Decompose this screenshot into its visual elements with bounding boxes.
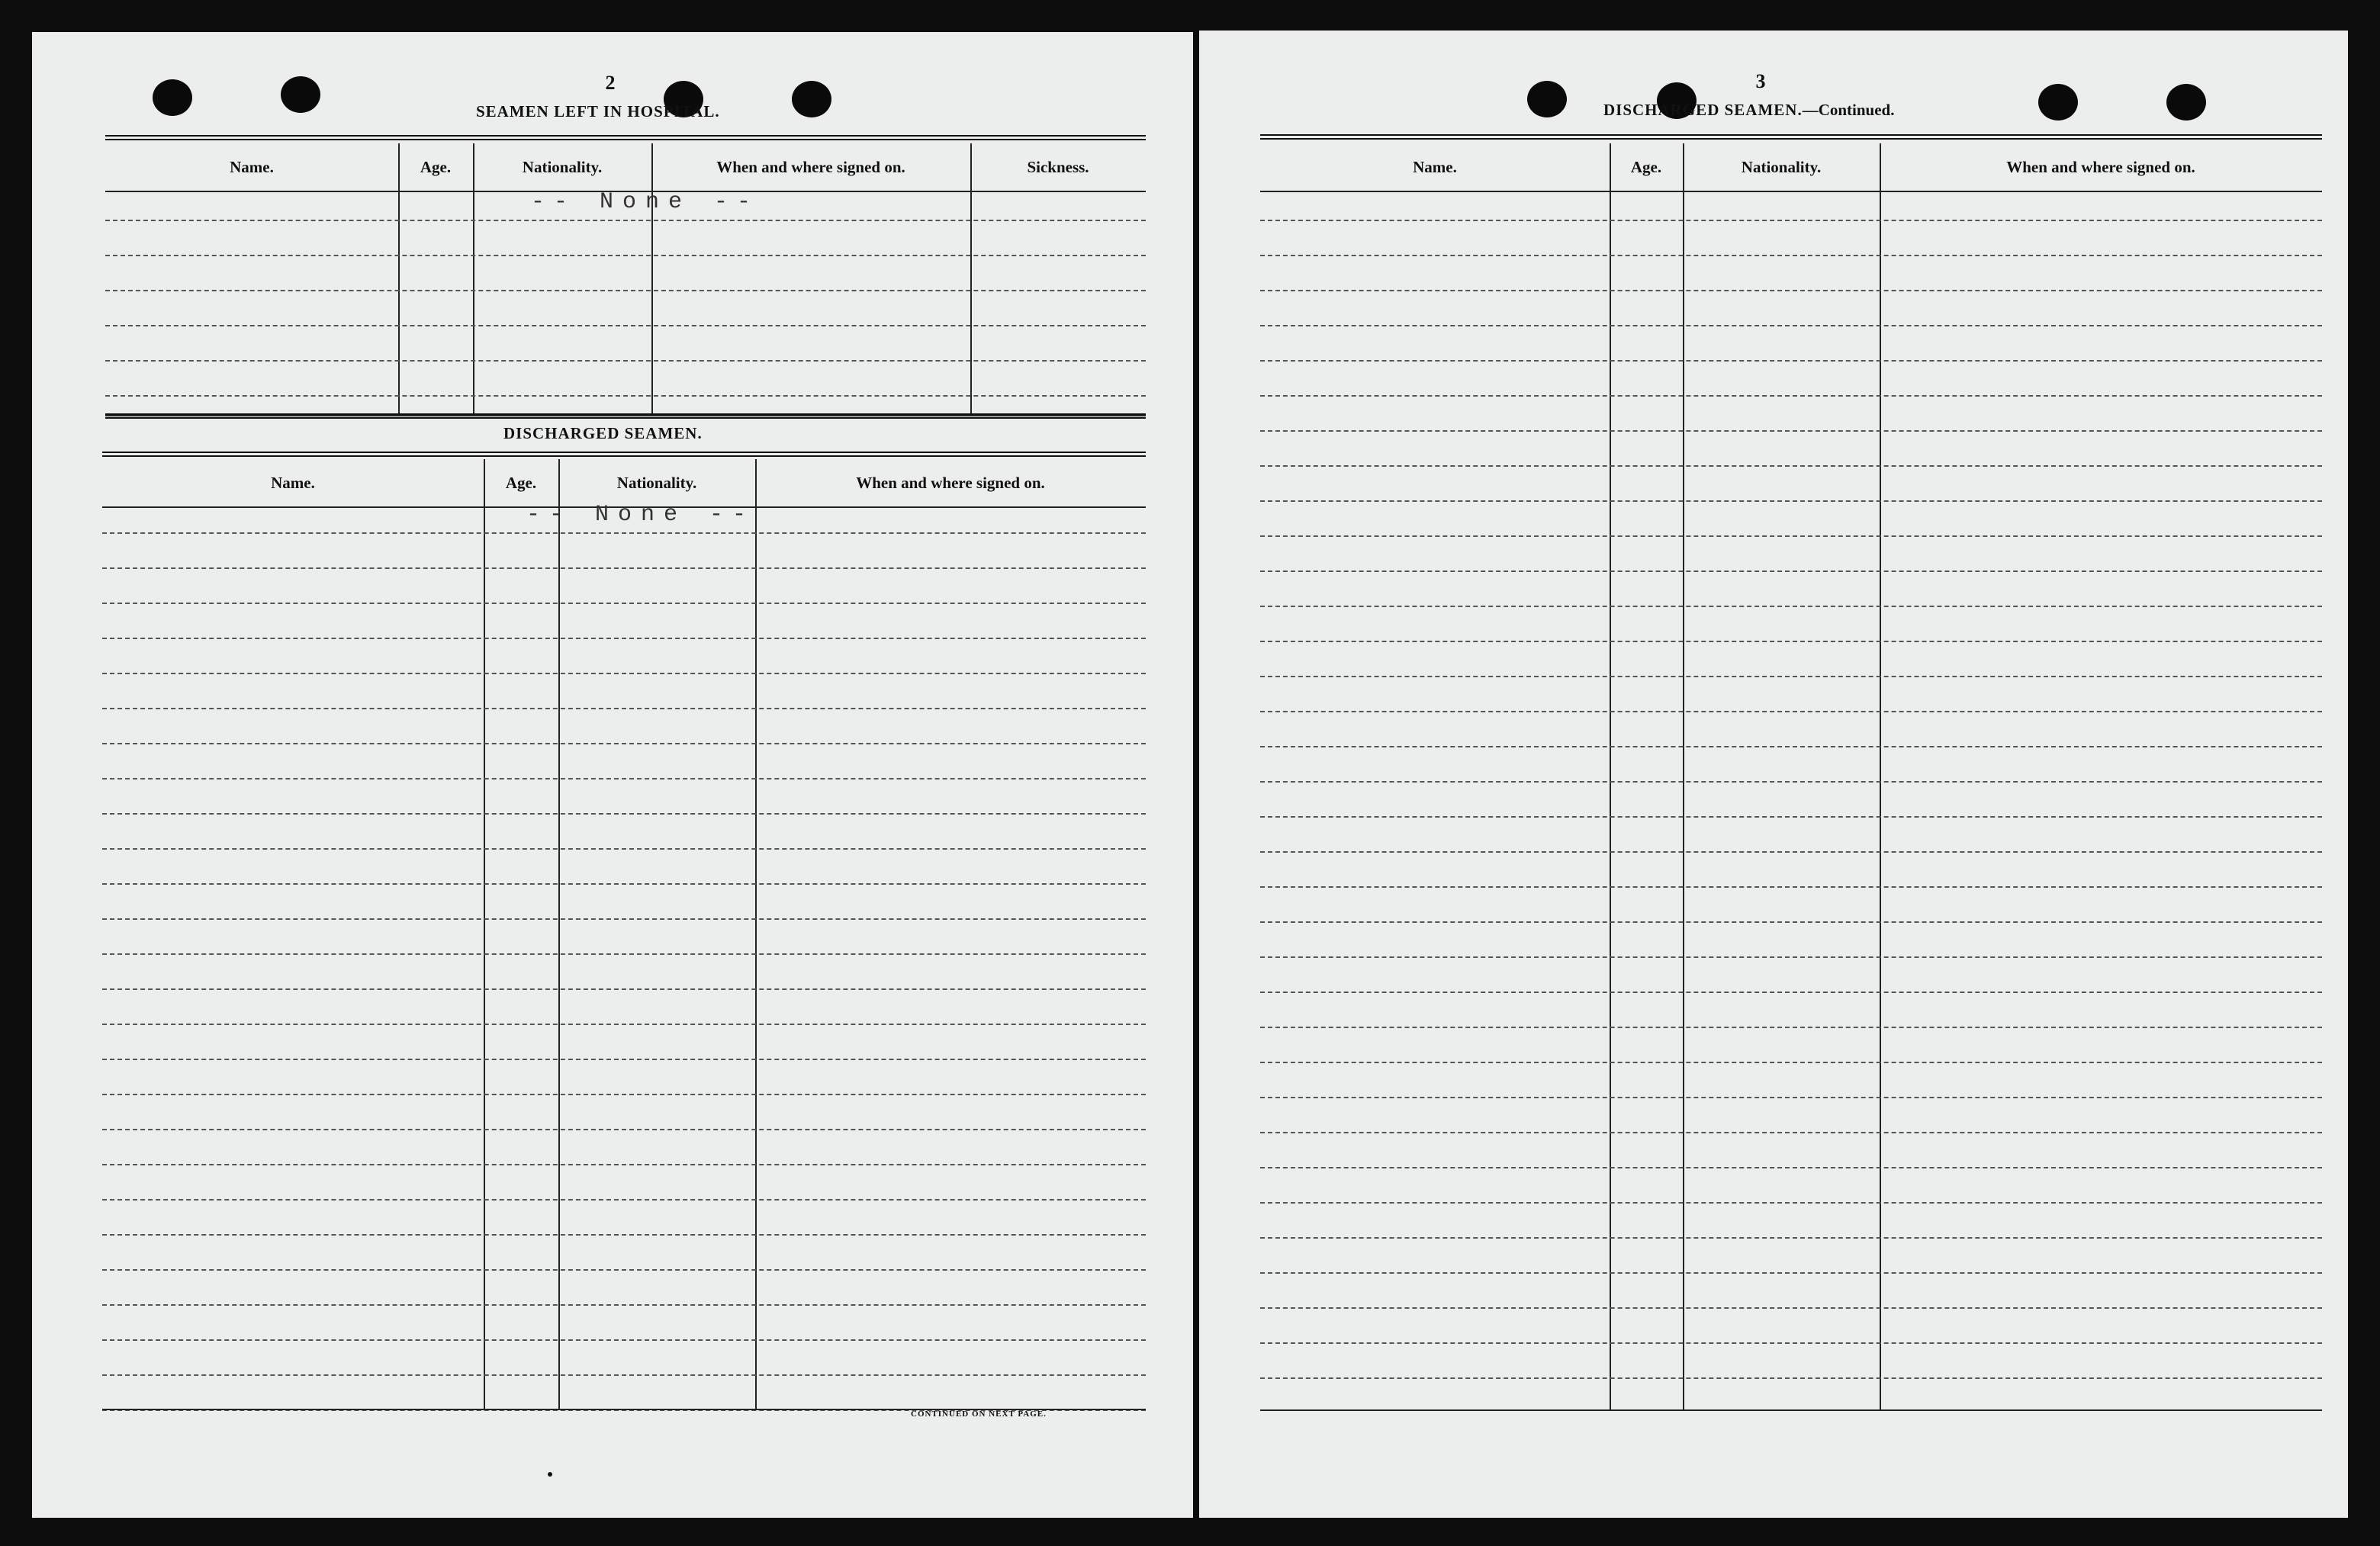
ruled-line <box>1260 851 2322 853</box>
ruled-line <box>1260 220 2322 221</box>
title-rule <box>102 452 1146 457</box>
right-page <box>1199 31 2348 1518</box>
column-divider <box>484 459 485 1409</box>
ruled-line <box>102 848 1146 850</box>
column-header: Name. <box>1413 157 1457 176</box>
ruled-line <box>1260 956 2322 958</box>
ruled-line <box>1260 606 2322 607</box>
punch-hole <box>153 79 192 116</box>
column-divider <box>473 143 474 415</box>
discharged-table <box>102 459 1146 1409</box>
punch-hole <box>792 81 831 117</box>
punch-hole <box>2166 84 2206 121</box>
title-suffix: —Continued. <box>1802 101 1895 119</box>
column-divider <box>755 459 757 1409</box>
ruled-line <box>102 1304 1146 1306</box>
ruled-line <box>1260 1307 2322 1309</box>
ruled-line <box>1260 1062 2322 1063</box>
ruled-line <box>1260 430 2322 432</box>
ruled-line <box>102 708 1146 709</box>
ruled-line <box>1260 395 2322 397</box>
ruled-line <box>1260 711 2322 712</box>
discharged-continued-title <box>1603 101 1894 120</box>
ruled-line <box>102 1269 1146 1271</box>
column-header: Name. <box>230 157 274 176</box>
ruled-line <box>1260 465 2322 467</box>
ruled-line <box>1260 921 2322 923</box>
ruled-line <box>1260 1132 2322 1133</box>
column-header: Age. <box>1630 157 1662 176</box>
speck <box>548 1472 552 1477</box>
ruled-line <box>1260 1027 2322 1028</box>
title-text: DISCHARGED SEAMEN. <box>1603 101 1803 119</box>
ruled-line <box>105 255 1146 256</box>
ruled-line <box>1260 1272 2322 1274</box>
ruled-line <box>1260 816 2322 818</box>
ruled-line <box>102 1374 1146 1376</box>
section-rule <box>105 413 1146 419</box>
ruled-line <box>1260 992 2322 993</box>
ruled-line <box>102 778 1146 779</box>
column-header: Nationality. <box>616 473 697 492</box>
hospital-section-title: SEAMEN LEFT IN HOSPITAL. <box>476 102 720 121</box>
ruled-line <box>1260 1237 2322 1239</box>
ruled-line <box>1260 290 2322 291</box>
ruled-line <box>102 603 1146 604</box>
ruled-line <box>1260 360 2322 362</box>
ruled-line <box>1260 1167 2322 1168</box>
ruled-line <box>1260 676 2322 677</box>
ruled-line <box>105 290 1146 291</box>
ruled-line <box>102 918 1146 920</box>
column-divider <box>398 143 400 415</box>
column-header: When and where signed on. <box>716 157 905 176</box>
ruled-line <box>105 325 1146 326</box>
column-header: When and where signed on. <box>2006 157 2195 176</box>
ruled-line <box>1260 1342 2322 1344</box>
ruled-line <box>1260 325 2322 326</box>
ruled-line <box>105 220 1146 221</box>
ruled-line <box>102 638 1146 639</box>
ruled-line <box>102 1234 1146 1236</box>
ruled-line <box>102 673 1146 674</box>
ruled-line <box>1260 535 2322 537</box>
column-divider <box>558 459 560 1409</box>
discharged-continued-table <box>1260 143 2322 1409</box>
column-header: Sickness. <box>1027 157 1089 176</box>
column-divider <box>651 143 653 415</box>
ruled-line <box>102 813 1146 815</box>
ruled-line <box>102 532 1146 534</box>
ruled-line <box>102 953 1146 955</box>
column-header: Age. <box>420 157 452 176</box>
ruled-line <box>1260 571 2322 572</box>
ruled-line <box>1260 1097 2322 1098</box>
punch-hole <box>1527 81 1567 117</box>
header-underline <box>1260 191 2322 192</box>
punch-hole <box>2038 84 2078 121</box>
column-header: Name. <box>271 473 315 492</box>
left-page <box>32 32 1193 1518</box>
column-divider <box>1610 143 1611 1409</box>
ruled-line <box>102 567 1146 569</box>
table-bottom-rule <box>1260 1409 2322 1411</box>
column-divider <box>1683 143 1684 1409</box>
title-rule <box>105 135 1146 140</box>
column-header: Nationality. <box>522 157 603 176</box>
column-divider <box>970 143 972 415</box>
title-rule <box>1260 134 2322 140</box>
ruled-line <box>102 1059 1146 1060</box>
punch-hole <box>281 76 320 113</box>
ruled-line <box>102 1199 1146 1200</box>
discharged-section-title: DISCHARGED SEAMEN. <box>503 424 703 442</box>
ruled-line <box>1260 746 2322 747</box>
typed-entry: -- None -- <box>531 189 761 215</box>
column-header: Age. <box>505 473 537 492</box>
typed-entry: -- None -- <box>526 502 756 528</box>
ruled-line <box>1260 781 2322 783</box>
page-number: 3 <box>1755 70 1766 92</box>
ruled-line <box>102 883 1146 885</box>
ruled-line <box>105 360 1146 362</box>
ruled-line <box>102 988 1146 990</box>
ruled-line <box>102 1024 1146 1025</box>
column-divider <box>1880 143 1881 1409</box>
continued-note: CONTINUED ON NEXT PAGE. <box>911 1409 1047 1419</box>
ruled-line <box>1260 1202 2322 1204</box>
hospital-table <box>105 143 1146 415</box>
ruled-line <box>1260 255 2322 256</box>
ruled-line <box>1260 1377 2322 1379</box>
ruled-line <box>102 1094 1146 1095</box>
ruled-line <box>1260 641 2322 642</box>
ruled-line <box>102 743 1146 744</box>
page-number: 2 <box>605 72 616 94</box>
ruled-line <box>1260 500 2322 502</box>
column-header: When and where signed on. <box>856 473 1045 492</box>
ruled-line <box>102 1339 1146 1341</box>
column-header: Nationality. <box>1741 157 1822 176</box>
ruled-line <box>1260 886 2322 888</box>
ruled-line <box>102 1164 1146 1165</box>
ruled-line <box>105 395 1146 397</box>
ruled-line <box>102 1129 1146 1130</box>
